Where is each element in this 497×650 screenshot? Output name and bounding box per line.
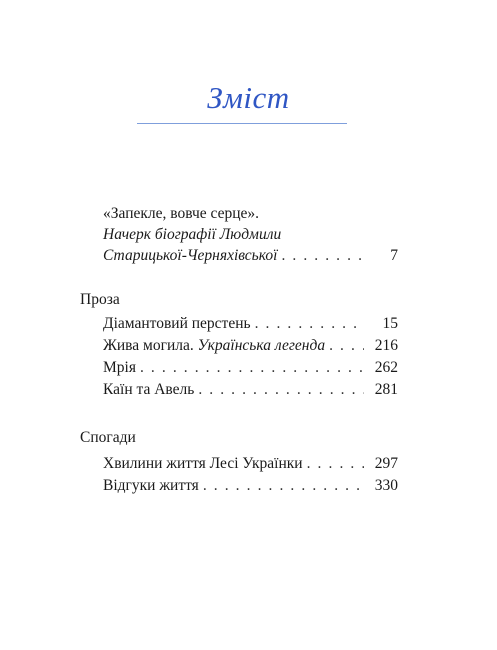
toc-entry[interactable] [103,379,398,400]
section-heading-memoirs: Спогади [80,429,136,446]
toc-entry-intro[interactable] [103,203,398,266]
page-number: 7 [390,247,398,264]
toc-entry-title: Мрія [103,359,136,376]
page-number: 262 [374,359,398,376]
page-title: Зміст [207,80,290,115]
page-number: 297 [374,455,398,472]
title-underline [137,123,347,124]
toc-entry-title: Каїн та Авель [103,381,195,398]
toc-entry-title: Діамантовий перстень [103,315,251,332]
toc-entry-intro-title-line2: Начерк біографії Людмили [103,226,282,243]
toc-entry[interactable] [103,335,398,356]
toc-entry[interactable] [103,313,398,334]
page-number: 15 [382,315,398,332]
toc-entry-title: Жива могила. [103,337,194,354]
toc-entry-intro-title-line1: «Запекле, вовче серце». [103,205,259,222]
toc-entry-intro-title-line3: Старицької-Черняхівської [103,247,278,264]
toc-entry-subtitle: Українська легенда [197,337,326,354]
toc-entry[interactable] [103,453,398,474]
toc-entry[interactable] [103,475,398,496]
toc-entry-title: Хвилини життя Лесі Українки [103,455,303,472]
toc-entry-title: Відгуки життя [103,477,199,494]
leader-dots [307,453,364,474]
page-number: 216 [374,337,398,354]
toc-entry[interactable] [103,357,398,378]
leader-dots [329,335,364,356]
leader-dots [198,379,364,400]
leader-dots [140,357,364,378]
page-number: 330 [374,477,398,494]
leader-dots [281,245,364,266]
leader-dots [255,313,364,334]
leader-dots [203,475,364,496]
page-number: 281 [374,381,398,398]
section-heading-prose: Проза [80,291,120,308]
